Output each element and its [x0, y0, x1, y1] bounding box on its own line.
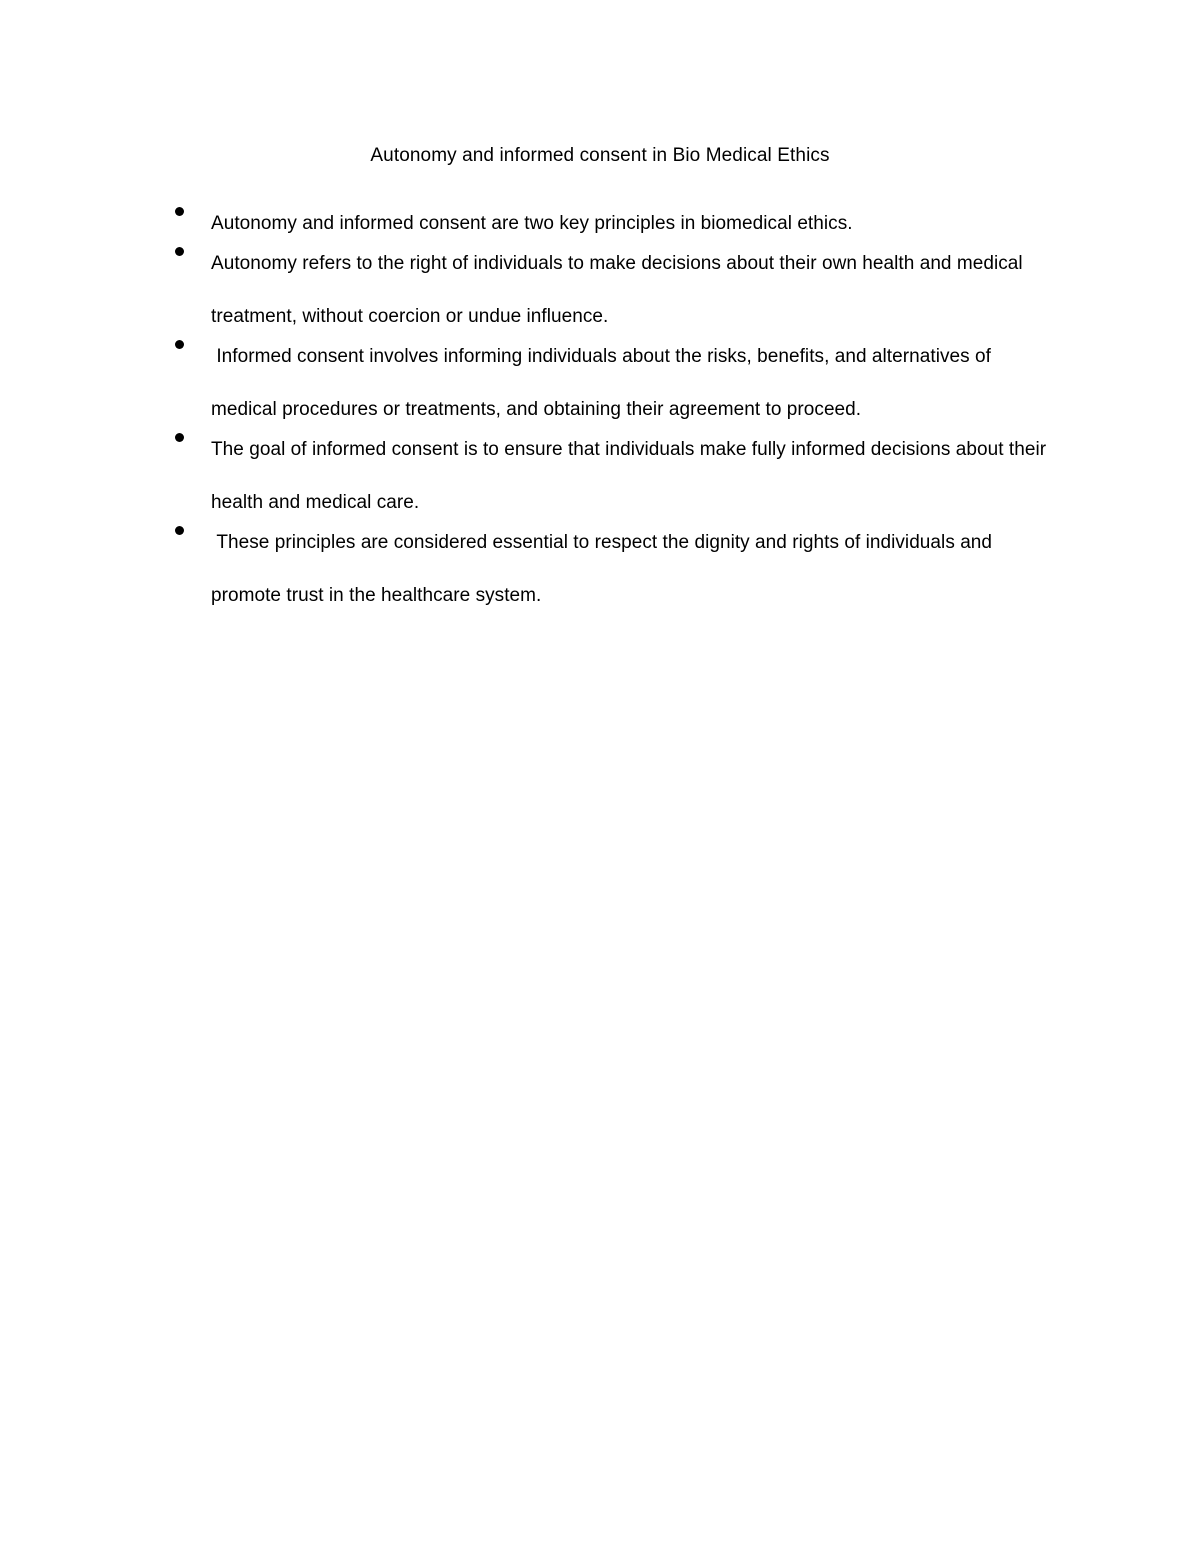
- bullet-list: [0, 210, 1200, 622]
- bullet-text: These principles are considered essential to respect the dignity and rights of individuals and promote trust in the healthcare system.: [211, 532, 998, 606]
- bullet-text: Informed consent involves informing individuals about the risks, benefits, and alternatives of medical procedures or treatments, and obtaining their agreement to proceed.: [211, 346, 997, 420]
- bullet-icon: [175, 207, 184, 216]
- list-item: [0, 330, 1200, 436]
- bullet-text: Autonomy and informed consent are two key principles in biomedical ethics.: [211, 213, 853, 234]
- bullet-icon: [175, 526, 184, 535]
- document-title: Autonomy and informed consent in Bio Medical Ethics: [370, 145, 830, 166]
- list-item: [0, 516, 1200, 622]
- list-item: [0, 237, 1200, 343]
- bullet-icon: [175, 247, 184, 256]
- bullet-icon: [175, 433, 184, 442]
- list-item: [0, 423, 1200, 529]
- bullet-text: Autonomy refers to the right of individuals to make decisions about their own health and medical treatment, without coercion or undue influence.: [211, 253, 1023, 327]
- bullet-text: The goal of informed consent is to ensure that individuals make fully informed decisions about their health and medical care.: [211, 439, 1047, 513]
- bullet-icon: [175, 340, 184, 349]
